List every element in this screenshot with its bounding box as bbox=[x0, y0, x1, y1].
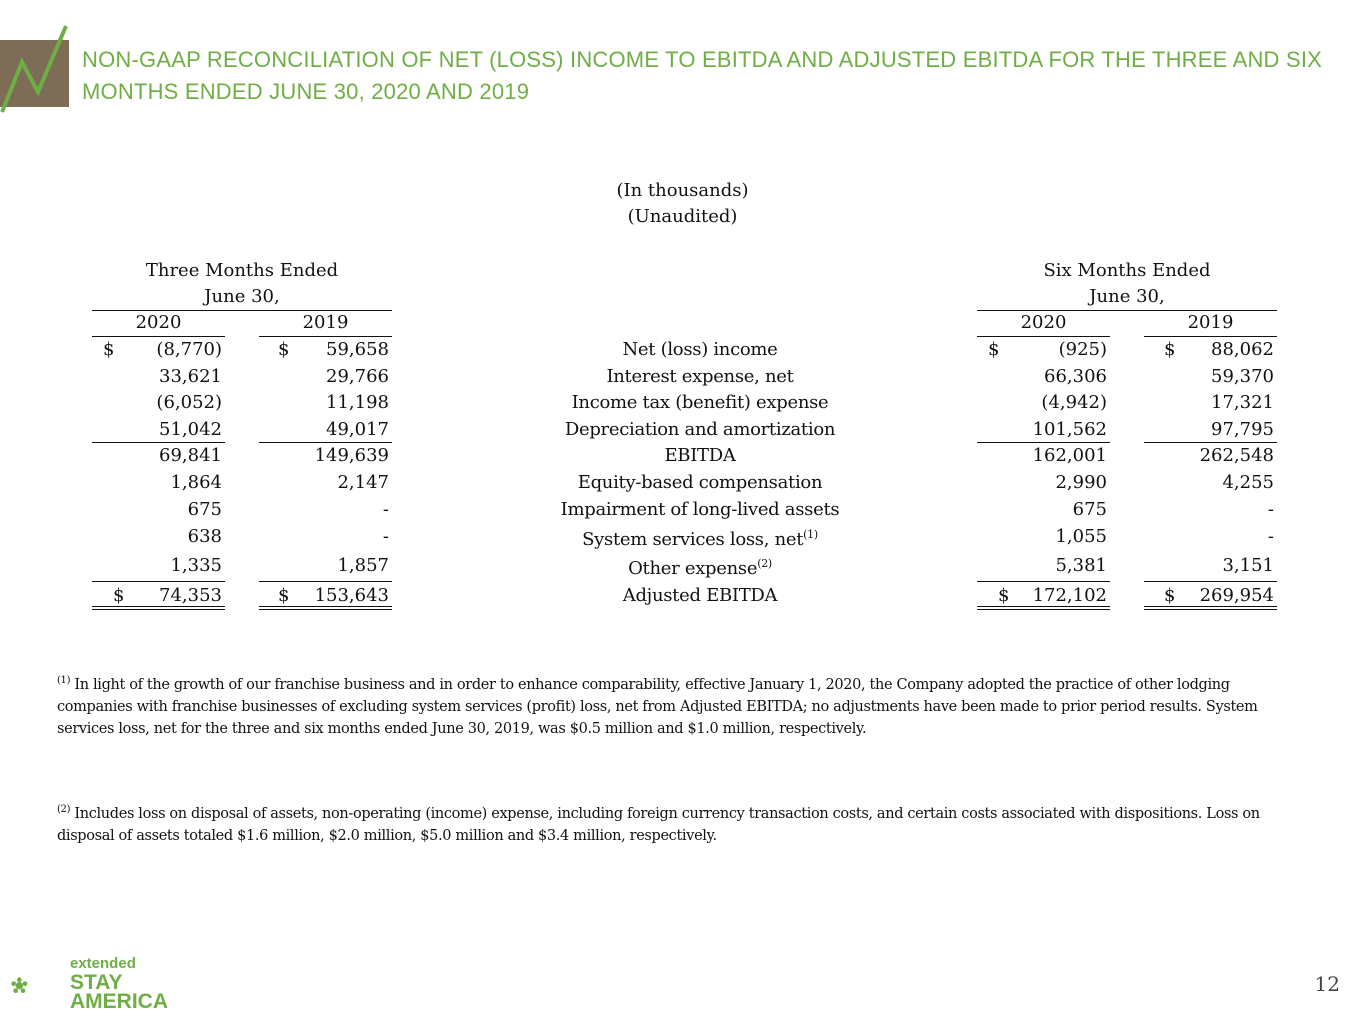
currency-sign: $ bbox=[103, 339, 115, 360]
footnote-2-text: Includes loss on disposal of assets, non-operating (income) expense, including foreign currency transaction costs, and certain costs associated with dispositions. Loss on disposal of assets totaled $1.6 million, $2.0 million, $5.0 million and $3.4 million, respectively. bbox=[57, 805, 1260, 844]
value-three-months-2020: 1,864 bbox=[170, 472, 222, 493]
value-three-months-2019: 11,198 bbox=[326, 392, 389, 413]
footnote-1-text: In light of the growth of our franchise business and in order to enhance comparability, effective January 1, 2020, the Company adopted the practice of other lodging companies with franchise businesses of excluding system services (profit) loss, net from Adjusted EBITDA; no adjustments have been made to prior period results. System services loss, net for the three and six months ended June 30, 2019, was $0.5 million and $1.0 million, respectively. bbox=[57, 676, 1258, 737]
value-three-months-2020: (6,052) bbox=[156, 392, 222, 413]
currency-sign: $ bbox=[113, 585, 125, 606]
three-months-header: Three Months Ended bbox=[145, 260, 339, 281]
value-six-months-2020: 66,306 bbox=[1044, 366, 1107, 387]
row-label-text: Income tax (benefit) expense bbox=[571, 392, 829, 413]
value-three-months-2019: - bbox=[382, 526, 389, 547]
value-three-months-2020: 33,621 bbox=[159, 366, 222, 387]
three-months-period: June 30, bbox=[204, 286, 280, 307]
row-label-text: Adjusted EBITDA bbox=[622, 585, 778, 606]
value-six-months-2019: 17,321 bbox=[1211, 392, 1274, 413]
value-six-months-2019: 97,795 bbox=[1211, 419, 1274, 440]
row-label-footnote-mark: (1) bbox=[803, 528, 818, 541]
row-label-text: System services loss, net bbox=[582, 529, 804, 550]
value-six-months-2020: 101,562 bbox=[1032, 419, 1107, 440]
row-label-footnote-mark: (2) bbox=[757, 557, 772, 570]
page-title: NON-GAAP RECONCILIATION OF NET (LOSS) INCOME TO EBITDA AND ADJUSTED EBITDA FOR THE THREE AND SIX MONTHS ENDED JUNE 30, 2020 AND 2019 bbox=[82, 47, 1323, 104]
value-six-months-2020: 2,990 bbox=[1055, 472, 1107, 493]
six-months-year-2019: 2019 bbox=[1187, 312, 1234, 333]
value-three-months-2020: (8,770) bbox=[156, 339, 222, 360]
row-label bbox=[450, 528, 950, 550]
brand-extended: extended bbox=[70, 955, 136, 972]
value-three-months-2020: 638 bbox=[187, 526, 222, 547]
value-three-months-2020: 675 bbox=[187, 499, 222, 520]
value-three-months-2019: 59,658 bbox=[326, 339, 389, 360]
value-three-months-2019: 29,766 bbox=[326, 366, 389, 387]
row-label-text: EBITDA bbox=[664, 445, 736, 466]
value-three-months-2020: 74,353 bbox=[159, 585, 222, 606]
six-months-period: June 30, bbox=[1089, 286, 1165, 307]
currency-sign: $ bbox=[1164, 339, 1176, 360]
value-six-months-2019: - bbox=[1267, 499, 1274, 520]
row-label-text: Other expense bbox=[628, 558, 758, 579]
six-months-header: Six Months Ended bbox=[1043, 260, 1211, 281]
six-months-year-2020: 2020 bbox=[1020, 312, 1067, 333]
row-label bbox=[450, 472, 950, 493]
three-months-year-2019: 2019 bbox=[302, 312, 349, 333]
row-label-text: Impairment of long-lived assets bbox=[560, 499, 840, 520]
footnote-2 bbox=[57, 799, 1287, 847]
corner-logo-icon bbox=[0, 20, 72, 116]
footnote-1-mark: (1) bbox=[57, 675, 71, 686]
value-six-months-2019: 3,151 bbox=[1222, 555, 1274, 576]
units-note: (In thousands) bbox=[616, 180, 749, 201]
value-six-months-2019: 59,370 bbox=[1211, 366, 1274, 387]
value-six-months-2020: 162,001 bbox=[1032, 445, 1107, 466]
row-label-text: Net (loss) income bbox=[622, 339, 778, 360]
three-months-year-2020: 2020 bbox=[135, 312, 182, 333]
brand-stay: STAY bbox=[70, 971, 123, 994]
row-label bbox=[450, 392, 950, 413]
currency-sign: $ bbox=[278, 339, 290, 360]
value-six-months-2020: 172,102 bbox=[1032, 585, 1107, 606]
value-six-months-2019: 269,954 bbox=[1199, 585, 1274, 606]
value-three-months-2019: - bbox=[382, 499, 389, 520]
row-label bbox=[450, 557, 950, 579]
row-label-text: Interest expense, net bbox=[606, 366, 794, 387]
value-three-months-2019: 153,643 bbox=[314, 585, 389, 606]
value-three-months-2019: 49,017 bbox=[326, 419, 389, 440]
footnote-1 bbox=[57, 670, 1287, 740]
value-six-months-2019: - bbox=[1267, 526, 1274, 547]
page-number: 12 bbox=[1314, 972, 1340, 996]
currency-sign: $ bbox=[1164, 585, 1176, 606]
value-three-months-2019: 149,639 bbox=[314, 445, 389, 466]
currency-sign: $ bbox=[998, 585, 1010, 606]
row-label bbox=[450, 585, 950, 606]
value-three-months-2019: 1,857 bbox=[337, 555, 389, 576]
value-six-months-2019: 262,548 bbox=[1199, 445, 1274, 466]
value-six-months-2020: 1,055 bbox=[1055, 526, 1107, 547]
currency-sign: $ bbox=[278, 585, 290, 606]
row-label bbox=[450, 419, 950, 440]
extended-stay-star-icon bbox=[10, 955, 70, 1015]
value-three-months-2020: 51,042 bbox=[159, 419, 222, 440]
audit-note: (Unaudited) bbox=[627, 206, 738, 227]
value-three-months-2020: 69,841 bbox=[159, 445, 222, 466]
value-six-months-2019: 88,062 bbox=[1211, 339, 1274, 360]
value-six-months-2020: 5,381 bbox=[1055, 555, 1107, 576]
brand-america: AMERICA bbox=[70, 990, 168, 1013]
row-label bbox=[450, 339, 950, 360]
value-six-months-2020: 675 bbox=[1072, 499, 1107, 520]
row-label bbox=[450, 445, 950, 466]
row-label bbox=[450, 499, 950, 520]
value-six-months-2020: (925) bbox=[1058, 339, 1107, 360]
value-three-months-2020: 1,335 bbox=[170, 555, 222, 576]
value-six-months-2020: (4,942) bbox=[1041, 392, 1107, 413]
footnote-2-mark: (2) bbox=[57, 804, 71, 815]
row-label-text: Equity-based compensation bbox=[577, 472, 823, 493]
row-label bbox=[450, 366, 950, 387]
row-label-text: Depreciation and amortization bbox=[564, 419, 836, 440]
currency-sign: $ bbox=[988, 339, 1000, 360]
value-six-months-2019: 4,255 bbox=[1222, 472, 1274, 493]
value-three-months-2019: 2,147 bbox=[337, 472, 389, 493]
